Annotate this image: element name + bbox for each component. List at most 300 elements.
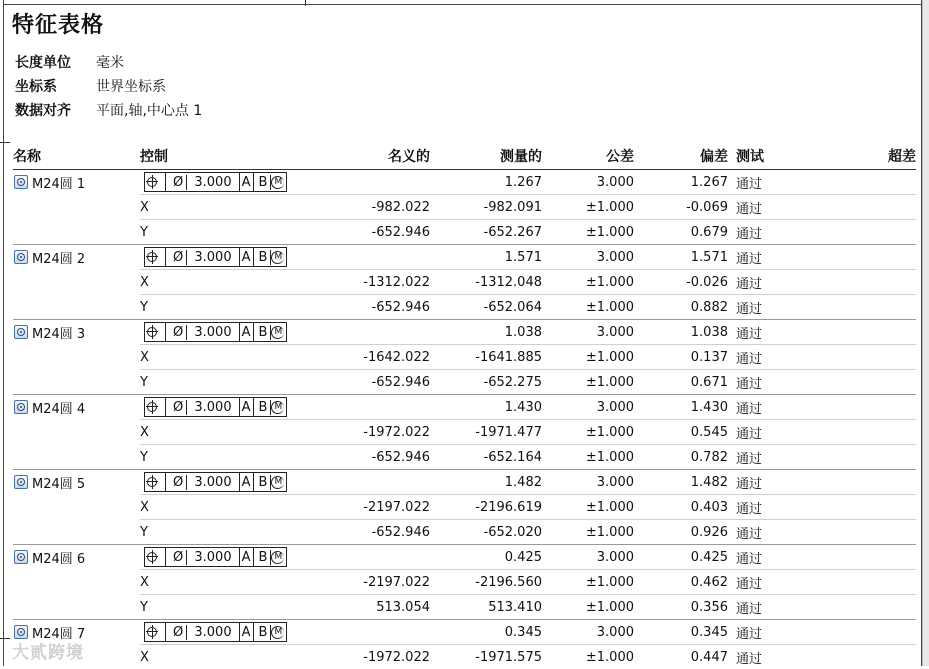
deviation-cell: 0.447 bbox=[634, 645, 728, 669]
test-cell: 通过 bbox=[736, 445, 806, 470]
out-cell bbox=[806, 545, 916, 570]
feature-row[interactable] bbox=[13, 470, 916, 495]
test-cell: 通过 bbox=[736, 295, 806, 320]
mmc-modifier-icon: M bbox=[271, 326, 284, 339]
datum-b: B bbox=[256, 250, 272, 265]
report-title: 特征表格 bbox=[12, 8, 104, 39]
deviation-cell: 0.425 bbox=[634, 545, 728, 570]
mmc-modifier-icon: M bbox=[271, 626, 284, 639]
test-cell: 通过 bbox=[736, 470, 806, 495]
tolerance-cell: ±1.000 bbox=[542, 495, 634, 520]
nominal-cell bbox=[300, 170, 430, 195]
empty-cell bbox=[13, 595, 140, 620]
vertical-scrollbar[interactable] bbox=[922, 0, 929, 666]
deviation-cell: 0.882 bbox=[634, 295, 728, 320]
tolerance-cell: 3.000 bbox=[542, 320, 634, 345]
spacer-cell bbox=[728, 345, 736, 370]
tolerance-cell: ±1.000 bbox=[542, 420, 634, 445]
tolerance-cell: ±1.000 bbox=[542, 195, 634, 220]
out-cell bbox=[806, 595, 916, 620]
datum-b-mmc bbox=[254, 248, 287, 266]
feature-control-frame bbox=[144, 622, 287, 642]
tolerance-value: 3.000 bbox=[191, 550, 234, 565]
test-cell: 通过 bbox=[736, 645, 806, 669]
axis-row[interactable] bbox=[13, 295, 916, 320]
spacer-cell bbox=[728, 545, 736, 570]
tolerance-cell: 3.000 bbox=[542, 545, 634, 570]
tolerance-cell: 3.000 bbox=[542, 620, 634, 645]
tolerance-cell: ±1.000 bbox=[542, 645, 634, 669]
nominal-cell: -1972.022 bbox=[300, 420, 430, 445]
test-cell: 通过 bbox=[736, 420, 806, 445]
out-cell bbox=[806, 420, 916, 445]
empty-cell bbox=[13, 270, 140, 295]
control-cell bbox=[140, 545, 300, 570]
spacer-cell bbox=[728, 395, 736, 420]
datum-b: B bbox=[256, 475, 272, 490]
position-tolerance-icon bbox=[145, 323, 166, 341]
axis-row[interactable] bbox=[13, 370, 916, 395]
position-tolerance-icon bbox=[145, 173, 166, 191]
spacer-cell bbox=[728, 570, 736, 595]
datum-b-mmc bbox=[254, 173, 287, 191]
spacer-cell bbox=[728, 495, 736, 520]
spacer-cell bbox=[728, 295, 736, 320]
datum-a: A bbox=[240, 473, 254, 491]
tolerance-cell: 3.000 bbox=[542, 245, 634, 270]
table-header-row bbox=[13, 143, 916, 170]
column-header-deviation: 偏差 bbox=[634, 143, 728, 170]
tolerance-cell: ±1.000 bbox=[542, 270, 634, 295]
deviation-cell: 1.571 bbox=[634, 245, 728, 270]
feature-row[interactable] bbox=[13, 170, 916, 195]
axis-label-cell: X bbox=[140, 195, 300, 220]
feature-row[interactable] bbox=[13, 395, 916, 420]
spacer-cell bbox=[728, 320, 736, 345]
margin-marker bbox=[0, 142, 10, 143]
measured-cell: 1.571 bbox=[430, 245, 542, 270]
page-top-border bbox=[3, 4, 922, 5]
deviation-cell: 0.926 bbox=[634, 520, 728, 545]
tolerance-zone bbox=[166, 323, 240, 341]
axis-row[interactable] bbox=[13, 420, 916, 445]
tolerance-cell: ±1.000 bbox=[542, 520, 634, 545]
tolerance-cell: 3.000 bbox=[542, 170, 634, 195]
datum-a: A bbox=[240, 248, 254, 266]
measured-cell: -1971.477 bbox=[430, 420, 542, 445]
deviation-cell: 0.671 bbox=[634, 370, 728, 395]
axis-label-cell: Y bbox=[140, 295, 300, 320]
datum-b: B bbox=[256, 325, 272, 340]
feature-name-cell bbox=[13, 320, 140, 345]
feature-name: M24圆 7 bbox=[32, 623, 85, 642]
control-cell bbox=[140, 620, 300, 645]
tolerance-cell: 3.000 bbox=[542, 395, 634, 420]
page-left-border bbox=[3, 0, 4, 666]
test-cell: 通过 bbox=[736, 195, 806, 220]
test-cell: 通过 bbox=[736, 320, 806, 345]
column-spacer bbox=[728, 143, 736, 170]
feature-row[interactable] bbox=[13, 320, 916, 345]
tolerance-zone bbox=[166, 173, 240, 191]
control-cell bbox=[140, 470, 300, 495]
datum-b-mmc bbox=[254, 473, 287, 491]
control-cell bbox=[140, 395, 300, 420]
meta-row-coordinate-system bbox=[15, 74, 202, 98]
nominal-cell bbox=[300, 545, 430, 570]
tolerance-value: 3.000 bbox=[191, 625, 234, 640]
measured-cell: -2196.619 bbox=[430, 495, 542, 520]
datum-b-mmc bbox=[254, 398, 287, 416]
datum-b: B bbox=[256, 400, 272, 415]
tolerance-zone bbox=[166, 623, 240, 641]
empty-cell bbox=[13, 195, 140, 220]
column-header-measured: 测量的 bbox=[430, 143, 542, 170]
measured-cell: -652.267 bbox=[430, 220, 542, 245]
axis-row[interactable] bbox=[13, 570, 916, 595]
margin-marker bbox=[0, 638, 10, 639]
axis-label-cell: X bbox=[140, 345, 300, 370]
feature-control-frame bbox=[144, 472, 287, 492]
measured-cell: -982.091 bbox=[430, 195, 542, 220]
test-cell: 通过 bbox=[736, 170, 806, 195]
axis-row[interactable] bbox=[13, 345, 916, 370]
feature-control-frame bbox=[144, 172, 287, 192]
tolerance-value: 3.000 bbox=[191, 325, 234, 340]
spacer-cell bbox=[728, 520, 736, 545]
axis-label-cell: X bbox=[140, 420, 300, 445]
measured-cell: -652.020 bbox=[430, 520, 542, 545]
feature-name-cell bbox=[13, 470, 140, 495]
deviation-cell: 0.137 bbox=[634, 345, 728, 370]
feature-control-frame bbox=[144, 247, 287, 267]
axis-label-cell: X bbox=[140, 270, 300, 295]
column-header-control: 控制 bbox=[140, 143, 300, 170]
out-cell bbox=[806, 445, 916, 470]
test-cell: 通过 bbox=[736, 620, 806, 645]
out-cell bbox=[806, 470, 916, 495]
nominal-cell: -2197.022 bbox=[300, 570, 430, 595]
watermark: 大贰跨境 bbox=[12, 638, 84, 663]
nominal-cell: -1642.022 bbox=[300, 345, 430, 370]
meta-value: 世界坐标系 bbox=[96, 76, 166, 96]
out-cell bbox=[806, 370, 916, 395]
datum-b: B bbox=[256, 550, 272, 565]
deviation-cell: 0.679 bbox=[634, 220, 728, 245]
empty-cell bbox=[13, 295, 140, 320]
feature-table bbox=[13, 143, 916, 669]
tolerance-cell: ±1.000 bbox=[542, 345, 634, 370]
control-cell bbox=[140, 170, 300, 195]
tolerance-cell: ±1.000 bbox=[542, 370, 634, 395]
test-cell: 通过 bbox=[736, 545, 806, 570]
nominal-cell: -652.946 bbox=[300, 295, 430, 320]
out-cell bbox=[806, 620, 916, 645]
axis-label-cell: Y bbox=[140, 220, 300, 245]
feature-control-frame bbox=[144, 547, 287, 567]
spacer-cell bbox=[728, 170, 736, 195]
empty-cell bbox=[13, 420, 140, 445]
empty-cell bbox=[13, 220, 140, 245]
circle-feature-icon bbox=[14, 325, 28, 339]
measured-cell: -652.275 bbox=[430, 370, 542, 395]
axis-row[interactable] bbox=[13, 645, 916, 669]
deviation-cell: 0.782 bbox=[634, 445, 728, 470]
out-cell bbox=[806, 345, 916, 370]
measured-cell: -1312.048 bbox=[430, 270, 542, 295]
feature-control-frame bbox=[144, 397, 287, 417]
meta-row-alignment bbox=[15, 98, 202, 122]
axis-label-cell: X bbox=[140, 570, 300, 595]
measured-cell: -652.064 bbox=[430, 295, 542, 320]
nominal-cell bbox=[300, 320, 430, 345]
datum-a: A bbox=[240, 323, 254, 341]
page-center-tick bbox=[305, 0, 306, 6]
deviation-cell: 1.267 bbox=[634, 170, 728, 195]
spacer-cell bbox=[728, 470, 736, 495]
datum-a: A bbox=[240, 548, 254, 566]
circle-feature-icon bbox=[14, 400, 28, 414]
axis-label-cell: X bbox=[140, 645, 300, 669]
out-cell bbox=[806, 195, 916, 220]
column-header-tolerance: 公差 bbox=[542, 143, 634, 170]
nominal-cell: 513.054 bbox=[300, 595, 430, 620]
nominal-cell: -652.946 bbox=[300, 220, 430, 245]
circle-feature-icon bbox=[14, 550, 28, 564]
position-tolerance-icon bbox=[145, 623, 166, 641]
deviation-cell: 0.345 bbox=[634, 620, 728, 645]
tolerance-cell: ±1.000 bbox=[542, 570, 634, 595]
out-cell bbox=[806, 295, 916, 320]
empty-cell bbox=[13, 520, 140, 545]
mmc-modifier-icon: M bbox=[271, 476, 284, 489]
datum-b: B bbox=[256, 625, 272, 640]
spacer-cell bbox=[728, 620, 736, 645]
measured-cell: 1.038 bbox=[430, 320, 542, 345]
test-cell: 通过 bbox=[736, 220, 806, 245]
out-cell bbox=[806, 495, 916, 520]
feature-name-cell bbox=[13, 170, 140, 195]
meta-value: 平面,轴,中心点 1 bbox=[96, 100, 202, 120]
tolerance-value: 3.000 bbox=[191, 175, 234, 190]
deviation-cell: 0.545 bbox=[634, 420, 728, 445]
feature-name-cell bbox=[13, 545, 140, 570]
meta-label: 坐标系 bbox=[15, 76, 96, 96]
mmc-modifier-icon: M bbox=[271, 551, 284, 564]
nominal-cell bbox=[300, 245, 430, 270]
nominal-cell bbox=[300, 395, 430, 420]
axis-row[interactable] bbox=[13, 445, 916, 470]
nominal-cell: -2197.022 bbox=[300, 495, 430, 520]
test-cell: 通过 bbox=[736, 370, 806, 395]
axis-row[interactable] bbox=[13, 195, 916, 220]
tolerance-value: 3.000 bbox=[191, 475, 234, 490]
diameter-symbol: Ø bbox=[170, 250, 187, 265]
tolerance-cell: ±1.000 bbox=[542, 220, 634, 245]
meta-label: 数据对齐 bbox=[15, 100, 96, 120]
circle-feature-icon bbox=[14, 175, 28, 189]
deviation-cell: -0.069 bbox=[634, 195, 728, 220]
datum-b: B bbox=[256, 175, 272, 190]
spacer-cell bbox=[728, 445, 736, 470]
datum-a: A bbox=[240, 623, 254, 641]
mmc-modifier-icon: M bbox=[271, 251, 284, 264]
circle-feature-icon bbox=[14, 475, 28, 489]
tolerance-zone bbox=[166, 548, 240, 566]
out-cell bbox=[806, 245, 916, 270]
out-cell bbox=[806, 645, 916, 669]
axis-row[interactable] bbox=[13, 495, 916, 520]
tolerance-value: 3.000 bbox=[191, 250, 234, 265]
out-cell bbox=[806, 320, 916, 345]
axis-row[interactable] bbox=[13, 220, 916, 245]
tolerance-value: 3.000 bbox=[191, 400, 234, 415]
control-cell bbox=[140, 245, 300, 270]
nominal-cell bbox=[300, 470, 430, 495]
test-cell: 通过 bbox=[736, 520, 806, 545]
spacer-cell bbox=[728, 370, 736, 395]
position-tolerance-icon bbox=[145, 473, 166, 491]
circle-feature-icon bbox=[14, 250, 28, 264]
feature-name: M24圆 1 bbox=[32, 173, 85, 192]
tolerance-cell: 3.000 bbox=[542, 470, 634, 495]
deviation-cell: 1.038 bbox=[634, 320, 728, 345]
feature-name: M24圆 6 bbox=[32, 548, 85, 567]
axis-label-cell: Y bbox=[140, 520, 300, 545]
feature-name-cell bbox=[13, 245, 140, 270]
deviation-cell: -0.026 bbox=[634, 270, 728, 295]
out-cell bbox=[806, 220, 916, 245]
measured-cell: -1641.885 bbox=[430, 345, 542, 370]
nominal-cell: -652.946 bbox=[300, 370, 430, 395]
deviation-cell: 0.403 bbox=[634, 495, 728, 520]
out-cell bbox=[806, 395, 916, 420]
measured-cell: 0.345 bbox=[430, 620, 542, 645]
column-header-nominal: 名义的 bbox=[300, 143, 430, 170]
spacer-cell bbox=[728, 270, 736, 295]
measured-cell: 1.482 bbox=[430, 470, 542, 495]
column-header-out-of-tolerance: 超差 bbox=[806, 143, 916, 170]
feature-name: M24圆 2 bbox=[32, 248, 85, 267]
deviation-cell: 0.462 bbox=[634, 570, 728, 595]
measured-cell: 0.425 bbox=[430, 545, 542, 570]
meta-value: 毫米 bbox=[96, 52, 124, 72]
position-tolerance-icon bbox=[145, 398, 166, 416]
test-cell: 通过 bbox=[736, 345, 806, 370]
report-meta bbox=[15, 50, 202, 122]
control-cell bbox=[140, 320, 300, 345]
diameter-symbol: Ø bbox=[170, 175, 187, 190]
mmc-modifier-icon: M bbox=[271, 176, 284, 189]
spacer-cell bbox=[728, 595, 736, 620]
empty-cell bbox=[13, 570, 140, 595]
datum-b-mmc bbox=[254, 623, 287, 641]
nominal-cell: -982.022 bbox=[300, 195, 430, 220]
axis-label-cell: X bbox=[140, 495, 300, 520]
meta-row-unit bbox=[15, 50, 202, 74]
deviation-cell: 0.356 bbox=[634, 595, 728, 620]
tolerance-zone bbox=[166, 398, 240, 416]
position-tolerance-icon bbox=[145, 548, 166, 566]
out-cell bbox=[806, 570, 916, 595]
deviation-cell: 1.482 bbox=[634, 470, 728, 495]
meta-label: 长度单位 bbox=[15, 52, 96, 72]
empty-cell bbox=[13, 495, 140, 520]
test-cell: 通过 bbox=[736, 595, 806, 620]
empty-cell bbox=[13, 445, 140, 470]
tolerance-zone bbox=[166, 248, 240, 266]
measured-cell: -1971.575 bbox=[430, 645, 542, 669]
column-header-name: 名称 bbox=[13, 143, 140, 170]
measured-cell: -2196.560 bbox=[430, 570, 542, 595]
feature-name-cell bbox=[13, 395, 140, 420]
datum-b-mmc bbox=[254, 323, 287, 341]
test-cell: 通过 bbox=[736, 495, 806, 520]
feature-name: M24圆 4 bbox=[32, 398, 85, 417]
spacer-cell bbox=[728, 645, 736, 669]
spacer-cell bbox=[728, 245, 736, 270]
tolerance-cell: ±1.000 bbox=[542, 595, 634, 620]
datum-a: A bbox=[240, 398, 254, 416]
position-tolerance-icon bbox=[145, 248, 166, 266]
feature-name: M24圆 3 bbox=[32, 323, 85, 342]
empty-cell bbox=[13, 345, 140, 370]
axis-row[interactable] bbox=[13, 520, 916, 545]
feature-name: M24圆 5 bbox=[32, 473, 85, 492]
nominal-cell: -1312.022 bbox=[300, 270, 430, 295]
tolerance-zone bbox=[166, 473, 240, 491]
test-cell: 通过 bbox=[736, 570, 806, 595]
tolerance-cell: ±1.000 bbox=[542, 295, 634, 320]
out-cell bbox=[806, 170, 916, 195]
nominal-cell: -1972.022 bbox=[300, 645, 430, 669]
diameter-symbol: Ø bbox=[170, 550, 187, 565]
deviation-cell: 1.430 bbox=[634, 395, 728, 420]
axis-row[interactable] bbox=[13, 595, 916, 620]
column-header-test: 测试 bbox=[736, 143, 806, 170]
diameter-symbol: Ø bbox=[170, 325, 187, 340]
mmc-modifier-icon: M bbox=[271, 401, 284, 414]
test-cell: 通过 bbox=[736, 270, 806, 295]
diameter-symbol: Ø bbox=[170, 475, 187, 490]
feature-row[interactable] bbox=[13, 545, 916, 570]
feature-control-frame bbox=[144, 322, 287, 342]
datum-b-mmc bbox=[254, 548, 287, 566]
datum-a: A bbox=[240, 173, 254, 191]
spacer-cell bbox=[728, 195, 736, 220]
spacer-cell bbox=[728, 220, 736, 245]
feature-row[interactable] bbox=[13, 620, 916, 645]
spacer-cell bbox=[728, 420, 736, 445]
test-cell: 通过 bbox=[736, 395, 806, 420]
out-cell bbox=[806, 520, 916, 545]
nominal-cell: -652.946 bbox=[300, 520, 430, 545]
axis-row[interactable] bbox=[13, 270, 916, 295]
nominal-cell bbox=[300, 620, 430, 645]
feature-row[interactable] bbox=[13, 245, 916, 270]
test-cell: 通过 bbox=[736, 245, 806, 270]
diameter-symbol: Ø bbox=[170, 400, 187, 415]
measured-cell: 1.267 bbox=[430, 170, 542, 195]
measured-cell: -652.164 bbox=[430, 445, 542, 470]
nominal-cell: -652.946 bbox=[300, 445, 430, 470]
measured-cell: 513.410 bbox=[430, 595, 542, 620]
measured-cell: 1.430 bbox=[430, 395, 542, 420]
table-body bbox=[13, 170, 916, 669]
axis-label-cell: Y bbox=[140, 595, 300, 620]
empty-cell bbox=[13, 370, 140, 395]
out-cell bbox=[806, 270, 916, 295]
